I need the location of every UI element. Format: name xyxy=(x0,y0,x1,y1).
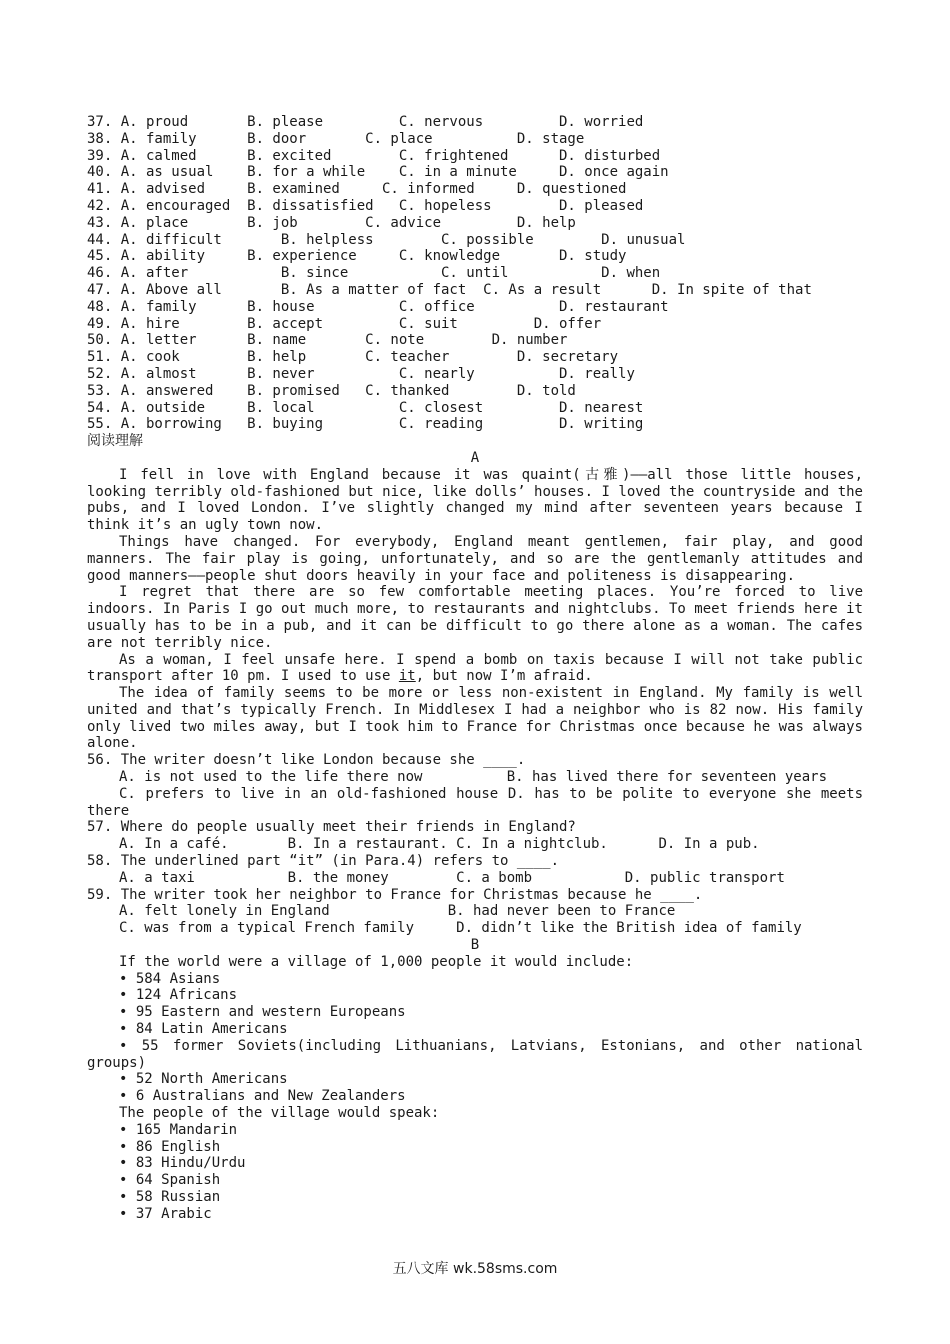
passage-a-paragraph-5: The idea of family seems to be more or less non-existent in England. My family is well united and that’s typically French. In Middlesex I had a neighbor who is 82 now. His family only lived two miles away, but I took him to France for Christmas once because he was always alone. xyxy=(87,685,863,752)
cloze-item-40: 40. A. as usual B. for a while C. in a minute D. once again xyxy=(87,164,669,181)
passage-a-paragraph-2: Things have changed. For everybody, England meant gentlemen, fair play, and good manners. The fair play is going, unfortunately, and so are the gentlemanly attitudes and good manners——people shut doors heavily in your face and politeness is disappearing. xyxy=(87,533,863,584)
cloze-item-46: 46. A. after B. since C. until D. when xyxy=(87,265,661,282)
cloze-item-53: 53. A. answered B. promised C. thanked D. told xyxy=(87,382,576,399)
questions-a xyxy=(87,752,863,937)
population-item: • 6 Australians and New Zealanders xyxy=(119,1088,406,1105)
passage-a-label: A xyxy=(470,449,480,466)
passage-b xyxy=(87,937,863,1223)
cloze-item-43: 43. A. place B. job C. advice D. help xyxy=(87,214,576,231)
page-footer-watermark: 五八文库 wk.58sms.com xyxy=(392,1261,558,1277)
population-item: • 584 Asians xyxy=(119,970,221,987)
document-body xyxy=(87,114,863,1223)
question-56: 56. The writer doesn’t like London because she ____. xyxy=(87,752,526,769)
underlined-word-it: it xyxy=(398,668,416,685)
cloze-item-42: 42. A. encouraged B. dissatisfied C. hopeless D. pleased xyxy=(87,197,644,214)
cloze-item-37: 37. A. proud B. please C. nervous D. worried xyxy=(87,114,644,130)
language-item: • 37 Arabic xyxy=(119,1205,212,1222)
cloze-item-49: 49. A. hire B. accept C. suit D. offer xyxy=(87,315,602,332)
question-59-options-cd: C. was from a typical French family D. didn’t like the British idea of family xyxy=(119,920,802,937)
population-item: • 55 former Soviets(including Lithuanians, Latvians, Estonians, and other national groups) xyxy=(87,1037,863,1071)
passage-a-paragraph-4 xyxy=(87,652,863,686)
cloze-item-38: 38. A. family B. door C. place D. stage xyxy=(87,130,585,147)
population-item: • 95 Eastern and western Europeans xyxy=(119,1004,406,1021)
passage-b-label: B xyxy=(470,937,480,954)
cloze-options-list xyxy=(87,114,863,433)
cloze-item-55: 55. A. borrowing B. buying C. reading D. writing xyxy=(87,416,644,433)
cloze-item-51: 51. A. cook B. help C. teacher D. secretary xyxy=(87,349,619,366)
question-58-options: A. a taxi B. the money C. a bomb D. public transport xyxy=(119,869,785,886)
question-56-options-cd: C. prefers to live in an old-fashioned house D. has to be polite to everyone she meets there xyxy=(87,785,863,819)
cloze-item-50: 50. A. letter B. name C. note D. number xyxy=(87,332,568,349)
language-item: • 58 Russian xyxy=(119,1189,221,1205)
question-58: 58. The underlined part “it” (in Para.4) refers to ____. xyxy=(87,853,560,870)
languages-intro: The people of the village would speak: xyxy=(119,1105,440,1122)
question-56-options-ab: A. is not used to the life there now B. has lived there for seventeen years xyxy=(119,769,828,786)
question-59-options-ab: A. felt lonely in England B. had never been to France xyxy=(119,903,676,920)
language-item: • 165 Mandarin xyxy=(119,1121,238,1138)
cloze-item-47: 47. A. Above all B. As a matter of fact C. As a result D. In spite of that xyxy=(87,281,812,298)
passage-a-paragraph-3: I regret that there are so few comfortable meeting places. You’re forced to live indoors. In Paris I go out much more, to restaurants and nightclubs. To meet friends here it usually has to be in a pub, and it can be difficult to go there alone as a woman. The cafes are not terribly nice. xyxy=(87,584,863,651)
cloze-item-54: 54. A. outside B. local C. closest D. nearest xyxy=(87,399,644,416)
question-57: 57. Where do people usually meet their friends in England? xyxy=(87,819,576,836)
cloze-item-41: 41. A. advised B. examined C. informed D. questioned xyxy=(87,181,627,198)
question-59: 59. The writer took her neighbor to France for Christmas because he ____. xyxy=(87,886,703,903)
passage-a xyxy=(87,450,863,752)
question-57-options: A. In a café. B. In a restaurant. C. In a nightclub. D. In a pub. xyxy=(119,836,760,853)
section-heading: 阅读理解 xyxy=(87,433,143,450)
population-item: • 84 Latin Americans xyxy=(119,1021,288,1038)
cloze-item-52: 52. A. almost B. never C. nearly D. really xyxy=(87,365,635,382)
passage-b-intro: If the world were a village of 1,000 people it would include: xyxy=(119,953,634,970)
language-item: • 64 Spanish xyxy=(119,1172,221,1189)
language-item: • 83 Hindu/Urdu xyxy=(119,1155,246,1172)
cloze-item-44: 44. A. difficult B. helpless C. possible D. unusual xyxy=(87,231,686,248)
cloze-item-45: 45. A. ability B. experience C. knowledge D. study xyxy=(87,248,627,265)
population-item: • 124 Africans xyxy=(119,987,238,1004)
cloze-item-39: 39. A. calmed B. excited C. frightened D. disturbed xyxy=(87,147,661,164)
paragraph-4-text-after: , but now I’m afraid. xyxy=(415,668,593,685)
language-item: • 86 English xyxy=(119,1138,221,1155)
cloze-item-48: 48. A. family B. house C. office D. restaurant xyxy=(87,298,669,315)
population-item: • 52 North Americans xyxy=(119,1071,288,1088)
passage-a-paragraph-1: I fell in love with England because it was quaint(古雅)——all those little houses, looking terribly old-fashioned but nice, like dolls’ houses. I loved the countryside and the pubs, and I loved London. I’ve slightly changed my mind after seventeen years because I think it’s an ugly town now. xyxy=(87,466,863,534)
paragraph-4-text-before: As a woman, I feel unsafe here. I spend a bomb on taxis because I will not take public transport after 10 pm. I used to use xyxy=(87,651,863,685)
